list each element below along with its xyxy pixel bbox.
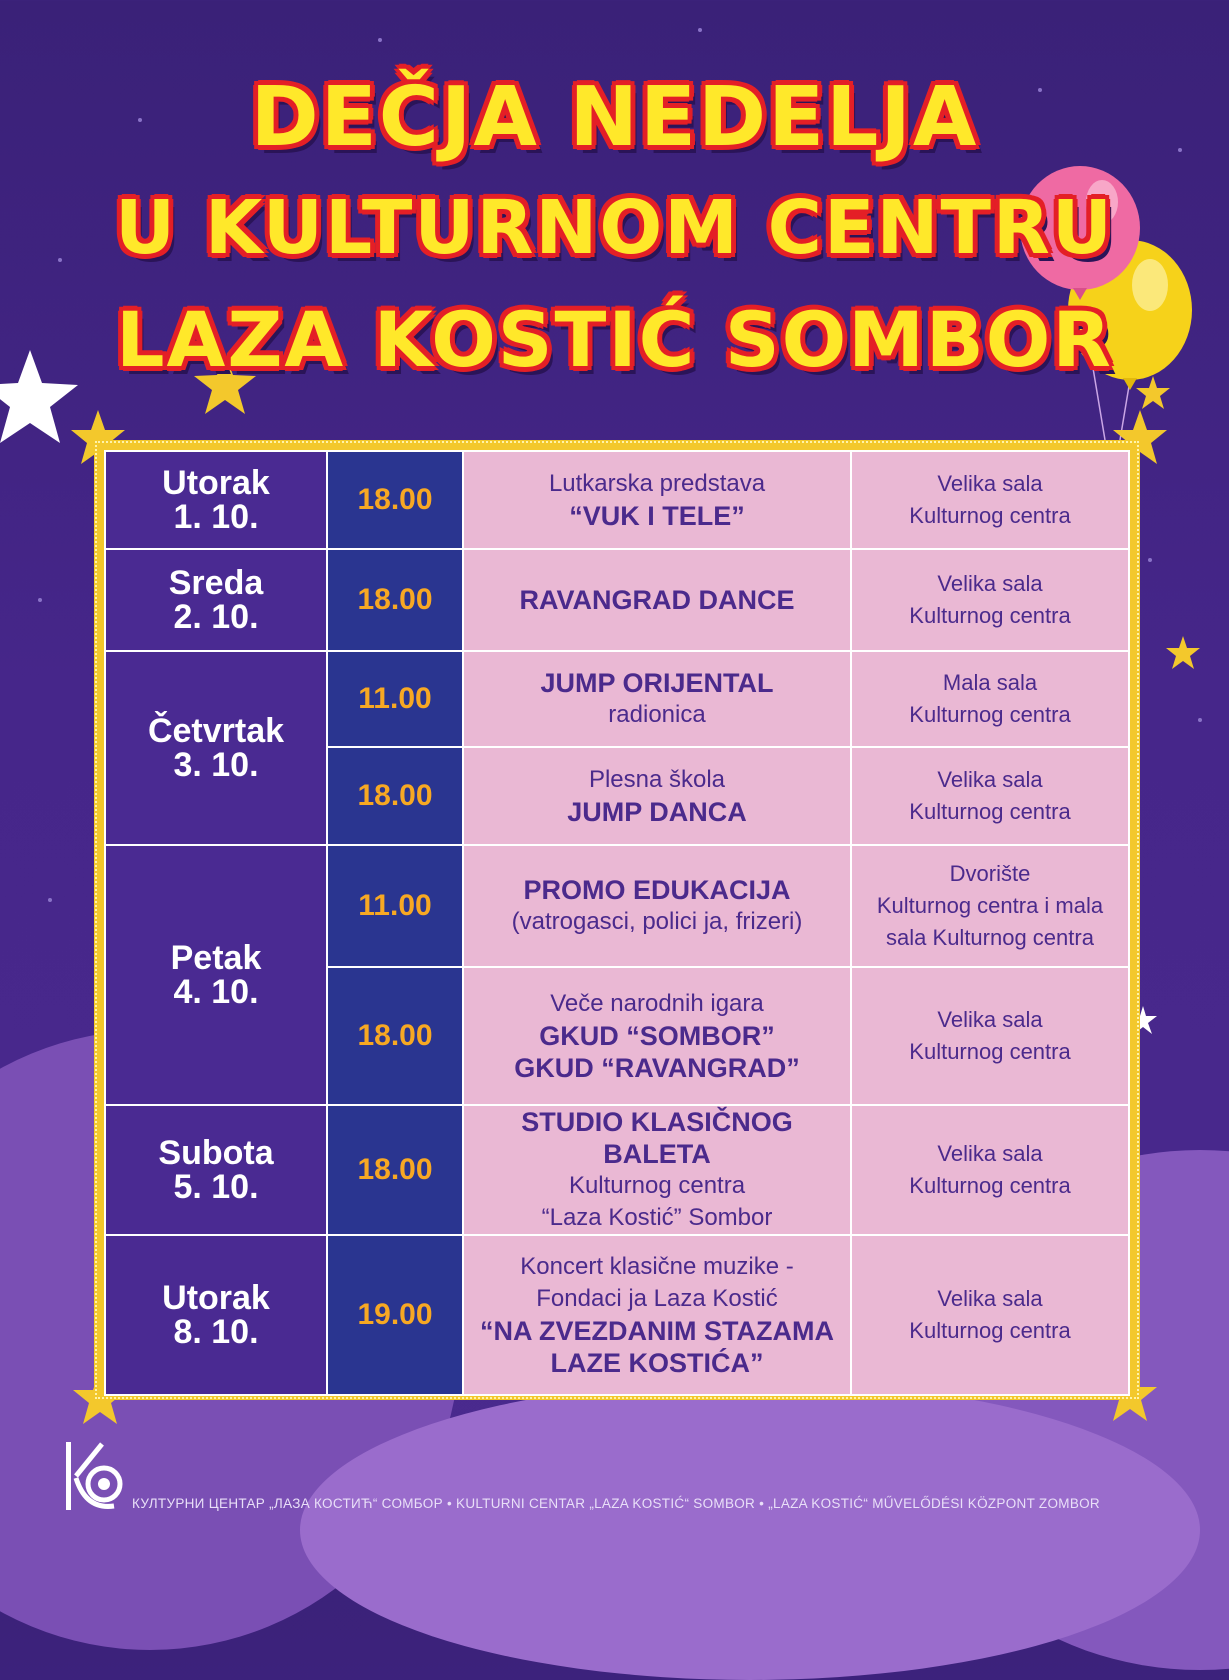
table-row [105,1105,1129,1235]
day-date: 3. 10. [173,746,259,784]
day-name: Utorak [162,464,270,502]
location-line: Kulturnog centra [909,1173,1071,1198]
location-line: Velika sala [937,1141,1043,1166]
schedule-table [104,450,1130,1396]
location-line: sala Kulturnog centra [886,925,1094,950]
event-title: LAZE KOSTIĆA” [550,1348,764,1378]
event-subtitle: Koncert klasične muzike - [520,1253,794,1280]
poster-title-line2: U KULTURNOM CENTRU [114,185,1114,271]
event-title: “VUK I TELE” [569,501,745,531]
location-line: Velika sala [937,471,1043,496]
poster-title-line3: LAZA KOSTIĆ SOMBOR [116,295,1113,384]
day-name: Sreda [168,564,264,602]
location-cell [851,1105,1129,1235]
event-subtitle: Fondaci ja Laza Kostić [536,1285,778,1312]
event-title: JUMP DANCA [567,797,747,827]
footer-text: КУЛТУРНИ ЦЕНТАР „ЛАЗА КОСТИЋ“ СОМБОР • KULTURNI CENTAR „LAZA KOSTIĆ“ SOMBOR • „LAZA KOSTIĆ“ MŰVELŐDÉSI KÖZPONT ZOMBOR [132,1496,1100,1511]
event-cell [463,967,851,1105]
location-line: Dvorište [949,861,1031,886]
time-cell: 18.00 [327,967,463,1105]
day-cell [105,451,327,549]
day-cell [105,549,327,651]
location-line: Kulturnog centra [909,1318,1071,1343]
event-title: GKUD “SOMBOR” [539,1021,775,1051]
location-cell [851,845,1129,967]
location-line: Kulturnog centra [909,603,1071,628]
time-cell: 18.00 [327,747,463,845]
time-cell: 18.00 [327,451,463,549]
event-cell [463,1235,851,1395]
location-line: Velika sala [937,767,1043,792]
time-cell: 19.00 [327,1235,463,1395]
location-line: Kulturnog centra i mala [876,893,1104,918]
event-title: JUMP ORIJENTAL [540,668,774,698]
table-row [105,549,1129,651]
event-subtitle: Plesna škola [588,766,726,793]
time-cell: 11.00 [327,651,463,747]
location-line: Kulturnog centra [909,1039,1071,1064]
location-cell [851,451,1129,549]
event-cell [463,549,851,651]
location-cell [851,967,1129,1105]
location-line: Velika sala [937,1007,1043,1032]
event-cell [463,651,851,747]
table-row [105,845,1129,967]
time-cell: 18.00 [327,1105,463,1235]
event-subtitle: Lutkarska predstava [548,470,766,497]
day-cell [105,1105,327,1235]
event-subtitle: Veče narodnih igara [550,990,764,1017]
day-cell [105,1235,327,1395]
day-date: 4. 10. [173,973,259,1011]
kc-logo-icon [62,1438,128,1514]
poster-title-line1: DEČJA NEDELJA [250,70,979,165]
location-cell [851,1235,1129,1395]
table-row [105,651,1129,747]
event-subtitle: radionica [608,701,706,728]
day-date: 8. 10. [173,1313,259,1351]
location-cell [851,651,1129,747]
day-date: 1. 10. [173,498,259,536]
day-name: Subota [158,1134,274,1172]
day-name: Petak [170,939,262,977]
event-subtitle: Kulturnog centra [568,1172,746,1199]
location-line: Mala sala [942,670,1038,695]
location-line: Velika sala [937,1286,1043,1311]
event-cell [463,451,851,549]
time-cell: 18.00 [327,549,463,651]
location-line: Velika sala [937,571,1043,596]
day-cell [105,651,327,845]
event-title: RAVANGRAD DANCE [519,585,795,615]
location-line: Kulturnog centra [909,503,1071,528]
day-date: 2. 10. [173,598,259,636]
event-subtitle: (vatrogasci, polici ja, frizeri) [511,908,803,935]
day-name: Utorak [162,1279,270,1317]
day-name: Četvrtak [147,712,285,750]
event-title: “NA ZVEZDANIM STAZAMA [480,1316,834,1346]
event-title: GKUD “RAVANGRAD” [514,1053,800,1083]
table-row [105,1235,1129,1395]
table-row [105,451,1129,549]
location-cell [851,549,1129,651]
event-cell [463,1105,851,1235]
event-subtitle: “Laza Kostić” Sombor [541,1204,773,1231]
time-cell: 11.00 [327,845,463,967]
event-cell [463,747,851,845]
event-cell [463,845,851,967]
day-cell [105,845,327,1105]
location-line: Kulturnog centra [909,702,1071,727]
event-title: PROMO EDUKACIJA [523,875,791,905]
day-date: 5. 10. [173,1168,259,1206]
location-cell [851,747,1129,845]
event-title: STUDIO KLASIČNOG BALETA [521,1107,793,1169]
star-icon [1165,635,1201,671]
location-line: Kulturnog centra [909,799,1071,824]
